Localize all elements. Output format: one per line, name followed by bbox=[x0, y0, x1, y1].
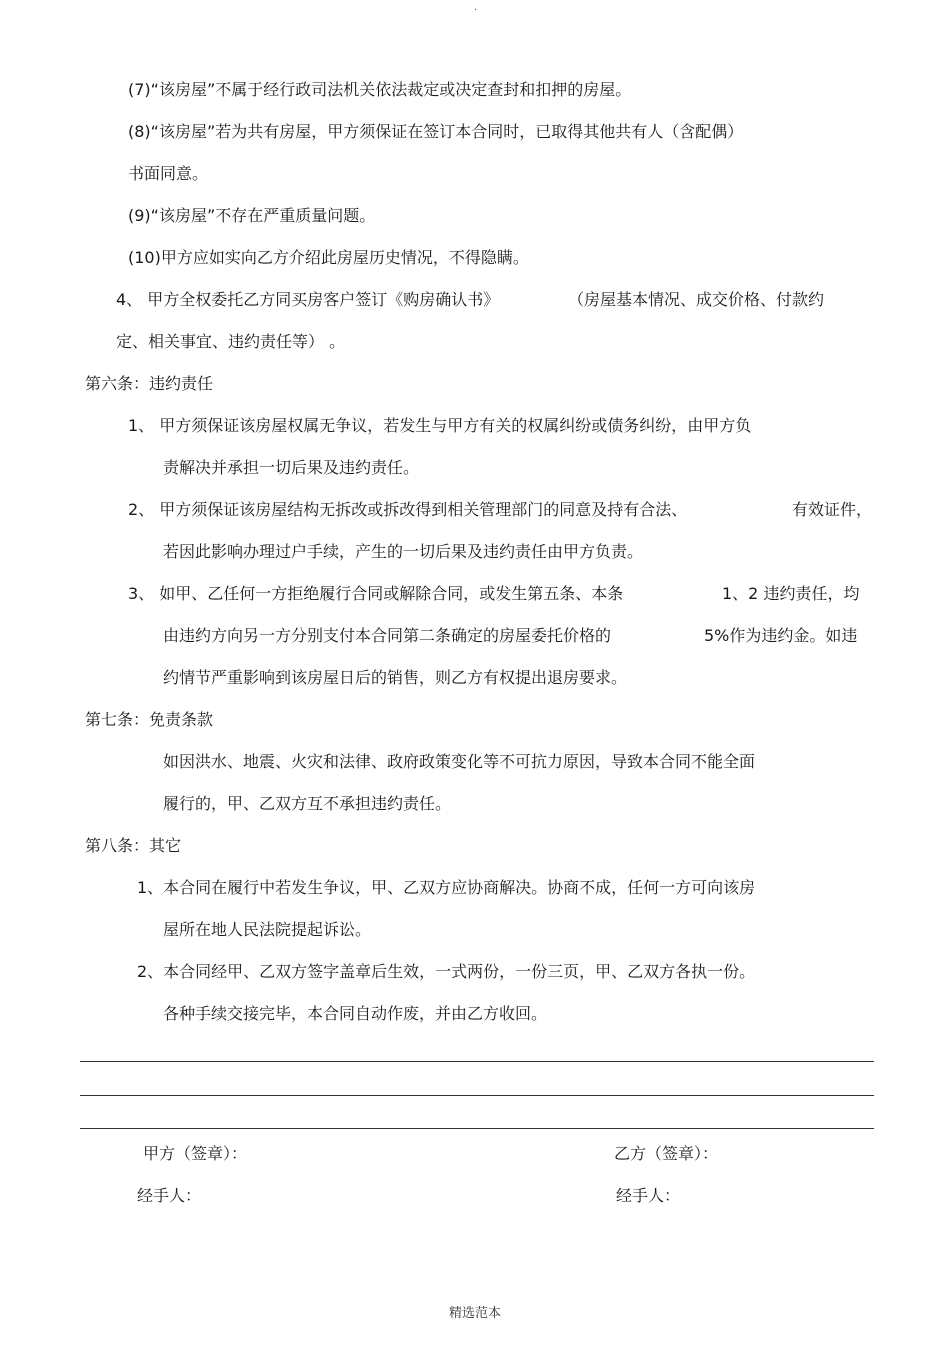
page-footer: 精选范本 bbox=[448, 1306, 501, 1321]
clause-5-item-8: (8)“该房屋”若为共有房屋，甲方须保证在签订本合同时，已取得其他共有人（含配偶） bbox=[128, 122, 744, 141]
party-a-agent-label: 经手人： bbox=[137, 1186, 202, 1205]
article-6-item-1: 1、 甲方须保证该房屋权属无争议，若发生与甲方有关的权属纠纷或债务纠纷，由甲方负 bbox=[128, 416, 752, 435]
clause-5-item-10: (10)甲方应如实向乙方介绍此房屋历史情况，不得隐瞒。 bbox=[128, 248, 529, 267]
article-8-item-2-cont: 各种手续交接完毕，本合同自动作废，并由乙方收回。 bbox=[163, 1004, 548, 1023]
article-6-item-3-cont-tail: 5%作为违约金。如违 bbox=[704, 626, 858, 645]
blank-line-2 bbox=[80, 1095, 874, 1096]
article-6-item-2-cont: 若因此影响办理过户手续，产生的一切后果及违约责任由甲方负责。 bbox=[163, 542, 644, 561]
party-b-signature-label: 乙方（签章）： bbox=[614, 1144, 719, 1163]
article-6-item-3: 3、 如甲、乙任何一方拒绝履行合同或解除合同，或发生第五条、本条 bbox=[128, 584, 624, 603]
party-a-signature-label: 甲方（签章）： bbox=[143, 1144, 248, 1163]
article-7-body-cont: 履行的，甲、乙双方互不承担违约责任。 bbox=[163, 794, 452, 813]
article-6-item-3-cont2: 约情节严重影响到该房屋日后的销售，则乙方有权提出退房要求。 bbox=[163, 668, 628, 687]
blank-line-3 bbox=[80, 1128, 874, 1129]
article-8-item-2: 2、本合同经甲、乙双方签字盖章后生效，一式两份，一份三页，甲、乙双方各执一份。 bbox=[137, 962, 756, 981]
clause-5-point-4-cont: 定、相关事宜、违约责任等） 。 bbox=[116, 332, 346, 351]
clause-5-point-4-paren: （房屋基本情况、成交价格、付款约 bbox=[568, 290, 825, 309]
blank-line-1 bbox=[80, 1061, 874, 1062]
article-6-item-3-tail: 1、2 违约责任，均 bbox=[722, 584, 860, 603]
article-8-item-1: 1、本合同在履行中若发生争议，甲、乙双方应协商解决。协商不成，任何一方可向该房 bbox=[137, 878, 756, 897]
clause-5-point-4: 4、 甲方全权委托乙方同买房客户签订《购房确认书》 bbox=[116, 290, 500, 309]
clause-5-item-9: (9)“该房屋”不存在严重质量问题。 bbox=[128, 206, 376, 225]
article-6-item-2: 2、 甲方须保证该房屋结构无拆改或拆改得到相关管理部门的同意及持有合法、 bbox=[128, 500, 688, 519]
article-6-item-2-tail: 有效证件， bbox=[792, 500, 873, 519]
article-6-item-1-cont: 责解决并承担一切后果及违约责任。 bbox=[163, 458, 420, 477]
article-8-heading: 第八条：其它 bbox=[85, 836, 182, 855]
party-b-agent-label: 经手人： bbox=[616, 1186, 681, 1205]
clause-5-item-7: (7)“该房屋”不属于经行政司法机关依法裁定或决定查封和扣押的房屋。 bbox=[128, 80, 632, 99]
article-6-heading: 第六条：违约责任 bbox=[85, 374, 214, 393]
article-7-body: 如因洪水、地震、火灾和法律、政府政策变化等不可抗力原因，导致本合同不能全面 bbox=[163, 752, 756, 771]
article-7-heading: 第七条：免责条款 bbox=[85, 710, 214, 729]
article-6-item-3-cont: 由违约方向另一方分别支付本合同第二条确定的房屋委托价格的 bbox=[163, 626, 612, 645]
header-mark: . bbox=[474, 2, 478, 13]
article-8-item-1-cont: 屋所在地人民法院提起诉讼。 bbox=[163, 920, 372, 939]
clause-5-item-8-cont: 书面同意。 bbox=[128, 164, 209, 183]
